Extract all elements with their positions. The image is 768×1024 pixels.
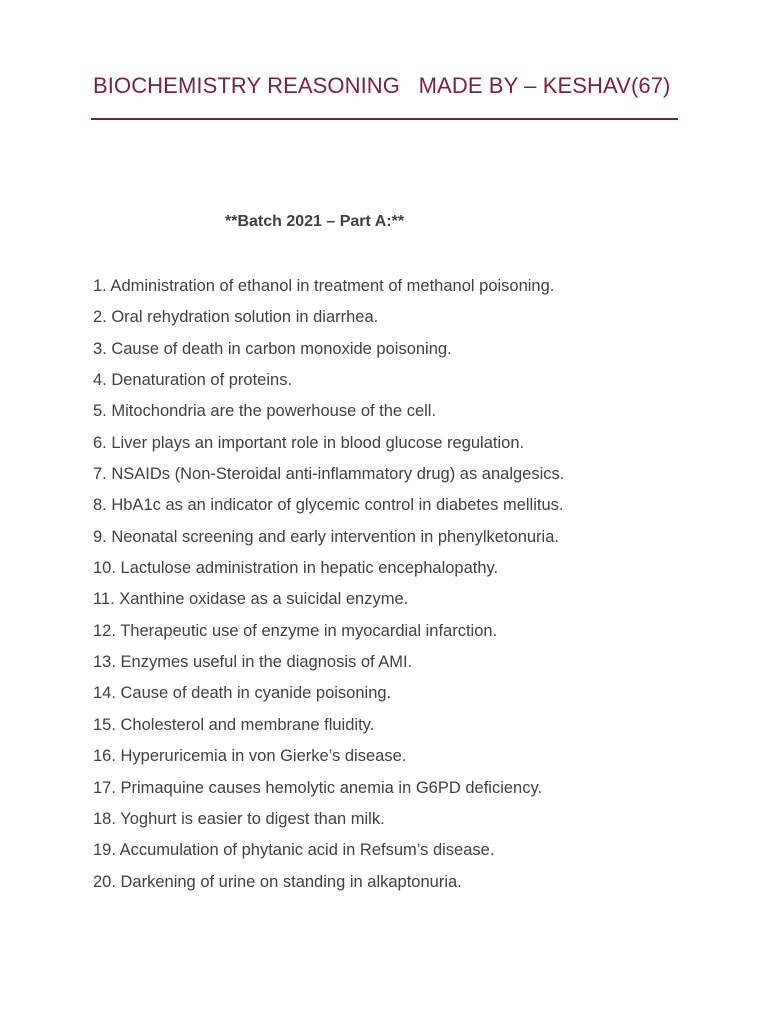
list-item: 4. Denaturation of proteins. [93,371,293,390]
list-item: 12. Therapeutic use of enzyme in myocardial infarction. [93,621,498,640]
list-item: 7. NSAIDs (Non-Steroidal anti-inflammatory drug) as analgesics. [93,465,565,484]
list-item: 16. Hyperuricemia in von Gierke’s disease. [93,747,407,766]
document-header-title: BIOCHEMISTRY REASONING MADE BY – KESHAV(67) [93,73,671,98]
list-item: 15. Cholesterol and membrane fluidity. [93,715,375,734]
list-item: 2. Oral rehydration solution in diarrhea. [93,308,379,327]
list-item: 18. Yoghurt is easier to digest than milk. [93,809,385,828]
list-item: 6. Liver plays an important role in blood glucose regulation. [93,433,525,452]
list-item: 3. Cause of death in carbon monoxide poisoning. [93,339,452,358]
list-item: 9. Neonatal screening and early intervention in phenylketonuria. [93,527,559,546]
list-item: 8. HbA1c as an indicator of glycemic control in diabetes mellitus. [93,496,564,515]
reasoning-question-list [93,274,713,901]
list-item: 17. Primaquine causes hemolytic anemia in G6PD deficiency. [93,778,543,797]
list-item: 20. Darkening of urine on standing in alkaptonuria. [93,872,462,891]
header-divider [91,118,678,120]
section-heading: **Batch 2021 – Part A:** [225,213,405,230]
list-item: 11. Xanthine oxidase as a suicidal enzyme. [93,590,409,609]
list-item: 1. Administration of ethanol in treatment of methanol poisoning. [93,277,555,295]
list-item: 10. Lactulose administration in hepatic encephalopathy. [93,559,499,578]
list-item: 13. Enzymes useful in the diagnosis of AMI. [93,653,413,672]
list-item: 5. Mitochondria are the powerhouse of the cell. [93,402,437,421]
list-item: 19. Accumulation of phytanic acid in Refsum’s disease. [93,841,495,860]
list-item: 14. Cause of death in cyanide poisoning. [93,684,392,703]
